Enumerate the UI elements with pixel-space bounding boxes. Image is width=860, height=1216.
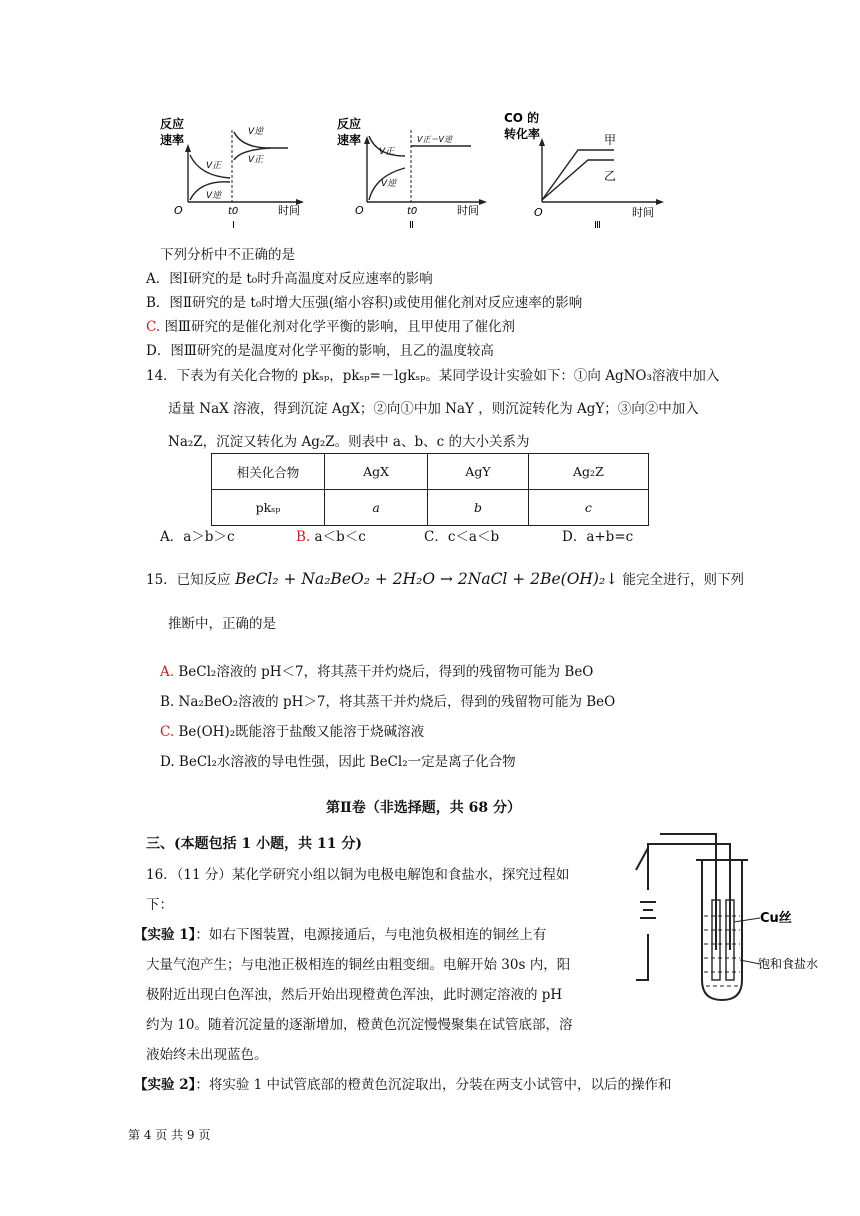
q13-option-c-text: 图Ⅲ研究的是催化剂对化学平衡的影响，且甲使用了催化剂	[164, 319, 515, 335]
q15-option-c-label: C.	[160, 724, 175, 740]
q15-equation: BeCl₂ + Na₂BeO₂ + 2H₂O → 2NaCl + 2Be(OH)₂↓	[234, 570, 619, 588]
graph1-vni-after: V逆	[248, 127, 264, 137]
graph2-ylabel-line2: 速率	[337, 133, 362, 147]
q13-option-c	[146, 315, 515, 335]
page-footer: 第 4 页 共 9 页	[128, 1128, 211, 1142]
table-cell-b: b	[428, 490, 529, 526]
q15-option-b: B. Na₂BeO₂溶液的 pH＞7，将其蒸干并灼烧后，得到的残留物可能为 BeO	[160, 694, 616, 710]
graph1-vni: V逆	[206, 191, 222, 201]
q14-option-b-label: B.	[296, 529, 311, 545]
graph1-xlabel: 时间	[278, 204, 300, 217]
graph-2-rate-vs-time	[337, 110, 497, 230]
q16-line-7: 液始终未出现蓝色。	[146, 1047, 268, 1063]
graph3-roman: Ⅲ	[594, 220, 601, 230]
section-2-title: 第Ⅱ卷（非选择题，共 68 分）	[326, 800, 522, 816]
graph1-ylabel-line2: 速率	[160, 133, 185, 147]
q14-option-a: A．a＞b＞c	[160, 529, 235, 545]
table-cell-c: c	[528, 490, 648, 526]
q15-prefix: 15．已知反应	[146, 572, 231, 588]
q16-line-4: 大量气泡产生；与电池正极相连的铜丝由粗变细。电解开始 30s 内，阳	[146, 957, 571, 973]
graph1-vzheng: V正	[206, 161, 222, 171]
graph-1-rate-vs-time	[160, 110, 320, 230]
q16-line-2: 下：	[146, 897, 173, 913]
graph2-xlabel: 时间	[457, 204, 479, 217]
graph2-ylabel-line1: 反应	[337, 117, 362, 131]
q13-option-b: B．图Ⅱ研究的是 t₀时增大压强(缩小容积)或使用催化剂对反应速率的影响	[146, 295, 583, 311]
q13-option-d: D．图Ⅲ研究的是温度对化学平衡的影响，且乙的温度较高	[146, 343, 494, 359]
section-3-title: 三、(本题包括 1 小题，共 11 分)	[146, 836, 362, 852]
graph1-vzheng-after: V正	[248, 155, 264, 165]
graph2-origin: O	[355, 204, 364, 217]
q15-line-2: 推断中，正确的是	[168, 616, 276, 632]
q15-option-c	[160, 720, 424, 740]
q15-option-c-text: Be(OH)₂既能溶于盐酸又能溶于烧碱溶液	[178, 724, 425, 740]
q14-pksp-table	[211, 453, 649, 526]
q14-option-c: C．c＜a＜b	[424, 529, 500, 545]
q15-suffix: 能完全进行，则下列	[622, 572, 744, 588]
graph1-t0: t0	[228, 206, 239, 217]
graph-3-co-conversion	[504, 104, 674, 230]
q13-stem: 下列分析中不正确的是	[160, 247, 295, 263]
q16-line-8	[134, 1073, 672, 1093]
graph1-origin: O	[174, 204, 183, 217]
exp2-label: 【实验 2】	[134, 1077, 196, 1093]
apparatus-label-saturated-brine: 饱和食盐水	[758, 957, 819, 971]
graph3-jia: 甲	[604, 133, 617, 147]
table-row	[212, 454, 649, 490]
q16-line-5: 极附近出现白色浑浊，然后开始出现橙黄色浑浊，此时测定溶液的 pH	[146, 987, 563, 1003]
apparatus-label-cu-wire: Cu丝	[760, 911, 792, 926]
table-cell-a: a	[325, 490, 428, 526]
graph3-xlabel: 时间	[632, 206, 654, 219]
graph3-yi: 乙	[604, 169, 617, 183]
q15-option-d: D. BeCl₂水溶液的导电性强，因此 BeCl₂一定是离子化合物	[160, 754, 516, 770]
q16-line-1: 16．（11 分）某化学研究小组以铜为电极电解饱和食盐水，探究过程如	[146, 867, 570, 883]
q14-option-d: D．a+b=c	[562, 529, 634, 545]
table-header-ag2z: Ag₂Z	[528, 454, 648, 490]
graph2-vzheng: V正	[379, 147, 395, 157]
q13-option-c-label: C.	[146, 319, 161, 335]
q14-option-b	[296, 525, 366, 545]
table-header-agx: AgX	[325, 454, 428, 490]
q14-line-3: Na₂Z，沉淀又转化为 Ag₂Z。则表中 a、b、c 的大小关系为	[168, 434, 530, 450]
graph1-ylabel-line1: 反应	[160, 117, 185, 131]
graph2-t0: t0	[407, 206, 418, 217]
q14-option-b-text: a＜b＜c	[314, 529, 366, 545]
q16-line-3-text: ：如右下图装置，电源接通后，与电池负极相连的铜丝上有	[195, 927, 547, 943]
q13-option-a: A．图Ⅰ研究的是 t₀时升高温度对反应速率的影响	[146, 271, 433, 287]
q14-line-2: 适量 NaX 溶液，得到沉淀 AgX；②向①中加 NaY ，则沉淀转化为 AgY；③向②中加入	[168, 401, 699, 417]
table-header-compound: 相关化合物	[212, 454, 325, 490]
graph3-ylabel-line2: 转化率	[504, 127, 541, 141]
exp1-label: 【实验 1】	[134, 927, 196, 943]
q15-option-a-text: BeCl₂溶液的 pH＜7，将其蒸干并灼烧后，得到的残留物可能为 BeO	[178, 664, 594, 680]
graph2-roman: Ⅱ	[409, 220, 414, 230]
graph2-vni: V逆	[381, 179, 397, 189]
q14-line-1: 14．下表为有关化合物的 pkₛₚ，pkₛₚ=－lgkₛₚ。某同学设计实验如下：①向 AgNO₃溶液中加入	[146, 368, 720, 384]
graph1-roman: Ⅰ	[232, 220, 235, 230]
q16-line-6: 约为 10。随着沉淀量的逐渐增加，橙黄色沉淀慢慢聚集在试管底部，溶	[146, 1017, 573, 1033]
q15-option-a-label: A.	[160, 664, 175, 680]
q15-option-a	[160, 660, 593, 680]
q15-line-1	[146, 568, 744, 588]
q16-line-8-text: ：将实验 1 中试管底部的橙黄色沉淀取出，分装在两支小试管中，以后的操作和	[195, 1077, 672, 1093]
table-header-agy: AgY	[428, 454, 529, 490]
electrolysis-apparatus-diagram	[610, 830, 830, 1010]
q16-line-3	[134, 923, 546, 943]
graph3-origin: O	[534, 206, 543, 219]
table-cell-pksp: pkₛₚ	[212, 490, 325, 526]
graph3-ylabel-line1: CO 的	[504, 111, 540, 125]
graph2-veq: V正＝V逆	[417, 135, 452, 144]
table-row	[212, 490, 649, 526]
